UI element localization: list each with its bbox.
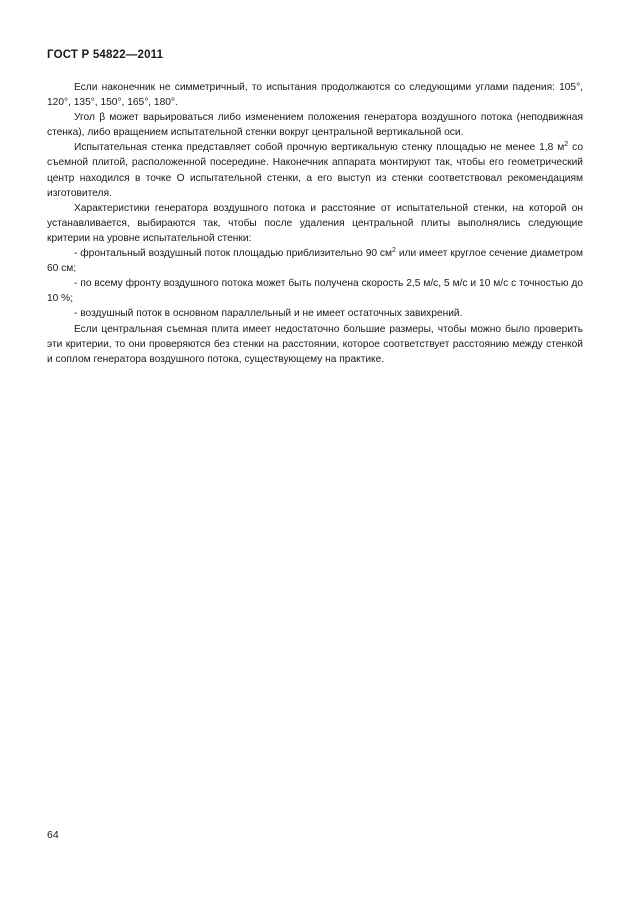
- paragraph-text: Испытательная стенка представляет собой прочную вертикальную стенку площадью не менее 1,8 м: [74, 142, 565, 154]
- list-item-velocity: [47, 276, 583, 306]
- paragraph-angle-beta: [47, 110, 583, 140]
- paragraph-text: Характеристики генератора воздушного потока и расстояние от испытательной стенки, на которой он устанавливается, выбираются так, чтобы после удаления центральной плиты выполнялись следующие критерии на уровне испытательной стенки:: [47, 202, 583, 244]
- paragraph-text: Если наконечник не симметричный, то испытания продолжаются со следующими углами падения: 105°, 120°, 135°, 150°, 165°, 180°.: [47, 82, 583, 109]
- superscript-2: 2: [392, 247, 396, 255]
- paragraph-generator-characteristics: [47, 201, 583, 246]
- paragraph-test-wall: [47, 140, 583, 200]
- paragraph-text: со съемной плитой, расположенной посередине. Наконечник аппарата монтируют так, чтобы его геометрический центр находился в точке O испытательной стенки, а его выступ из стенки соответствовал рекомендациям изготовителя.: [47, 142, 583, 199]
- superscript-2: 2: [564, 141, 569, 149]
- paragraph-text: Угол β может варьироваться либо изменением положения генератора воздушного потока (неподвижная стенка), либо вращением испытательной стенки вокруг центральной вертикальной оси.: [47, 112, 583, 139]
- paragraph-text: - по всему фронту воздушного потока может быть получена скорость 2,5 м/с, 5 м/с и 10 м/с с точностью до 10 %;: [47, 278, 583, 305]
- document-header: [47, 49, 163, 61]
- paragraph-text: или имеет круглое сечение диаметром 60 см;: [47, 248, 583, 275]
- page-number: 64: [47, 829, 59, 841]
- paragraph-asymmetric-tip: [47, 80, 583, 110]
- standard-title: ГОСТ Р 54822—2011: [47, 49, 164, 61]
- list-item-parallel-flow: [47, 306, 583, 321]
- list-item-frontal-flow: [47, 246, 583, 276]
- document-body: [47, 80, 583, 367]
- paragraph-text: Если центральная съемная плита имеет недостаточно большие размеры, чтобы можно было проверить эти критерии, то они проверяются без стенки на расстоянии, которое соответствует расстоянию между стенкой и соплом генератора воздушного потока, существующему на практике.: [47, 323, 583, 365]
- paragraph-central-plate: [47, 322, 583, 367]
- paragraph-text: - фронтальный воздушный поток площадью приблизительно 90 см: [74, 248, 393, 260]
- paragraph-text: - воздушный поток в основном параллельный и не имеет остаточных завихрений.: [74, 308, 463, 320]
